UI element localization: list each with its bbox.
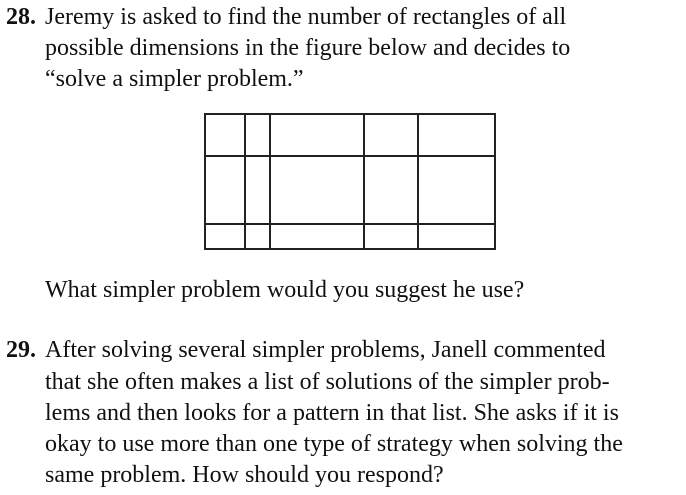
problem-number: 28. — [6, 4, 36, 30]
rectangle-grid-figure — [204, 113, 496, 250]
problem-text-line: After solving several simpler problems, Janell commented — [45, 337, 606, 363]
problem-text-line: same problem. How should you respond? — [45, 462, 444, 488]
problem-text-line: possible dimensions in the figure below and decides to — [45, 35, 571, 61]
problem-number: 29. — [6, 337, 36, 363]
problem-text-line: lems and then looks for a pattern in that list. She asks if it is — [45, 400, 619, 426]
problem-text-line: “solve a simpler problem.” — [45, 66, 304, 92]
problem-text-line: that she often makes a list of solutions of the simpler prob- — [45, 369, 610, 395]
problem-text-line: okay to use more than one type of strategy when solving the — [45, 431, 623, 457]
problem-text-line: Jeremy is asked to find the number of rectangles of all — [45, 4, 567, 30]
question-text: What simpler problem would you suggest he use? — [45, 277, 525, 303]
grid-diagram — [204, 113, 496, 250]
